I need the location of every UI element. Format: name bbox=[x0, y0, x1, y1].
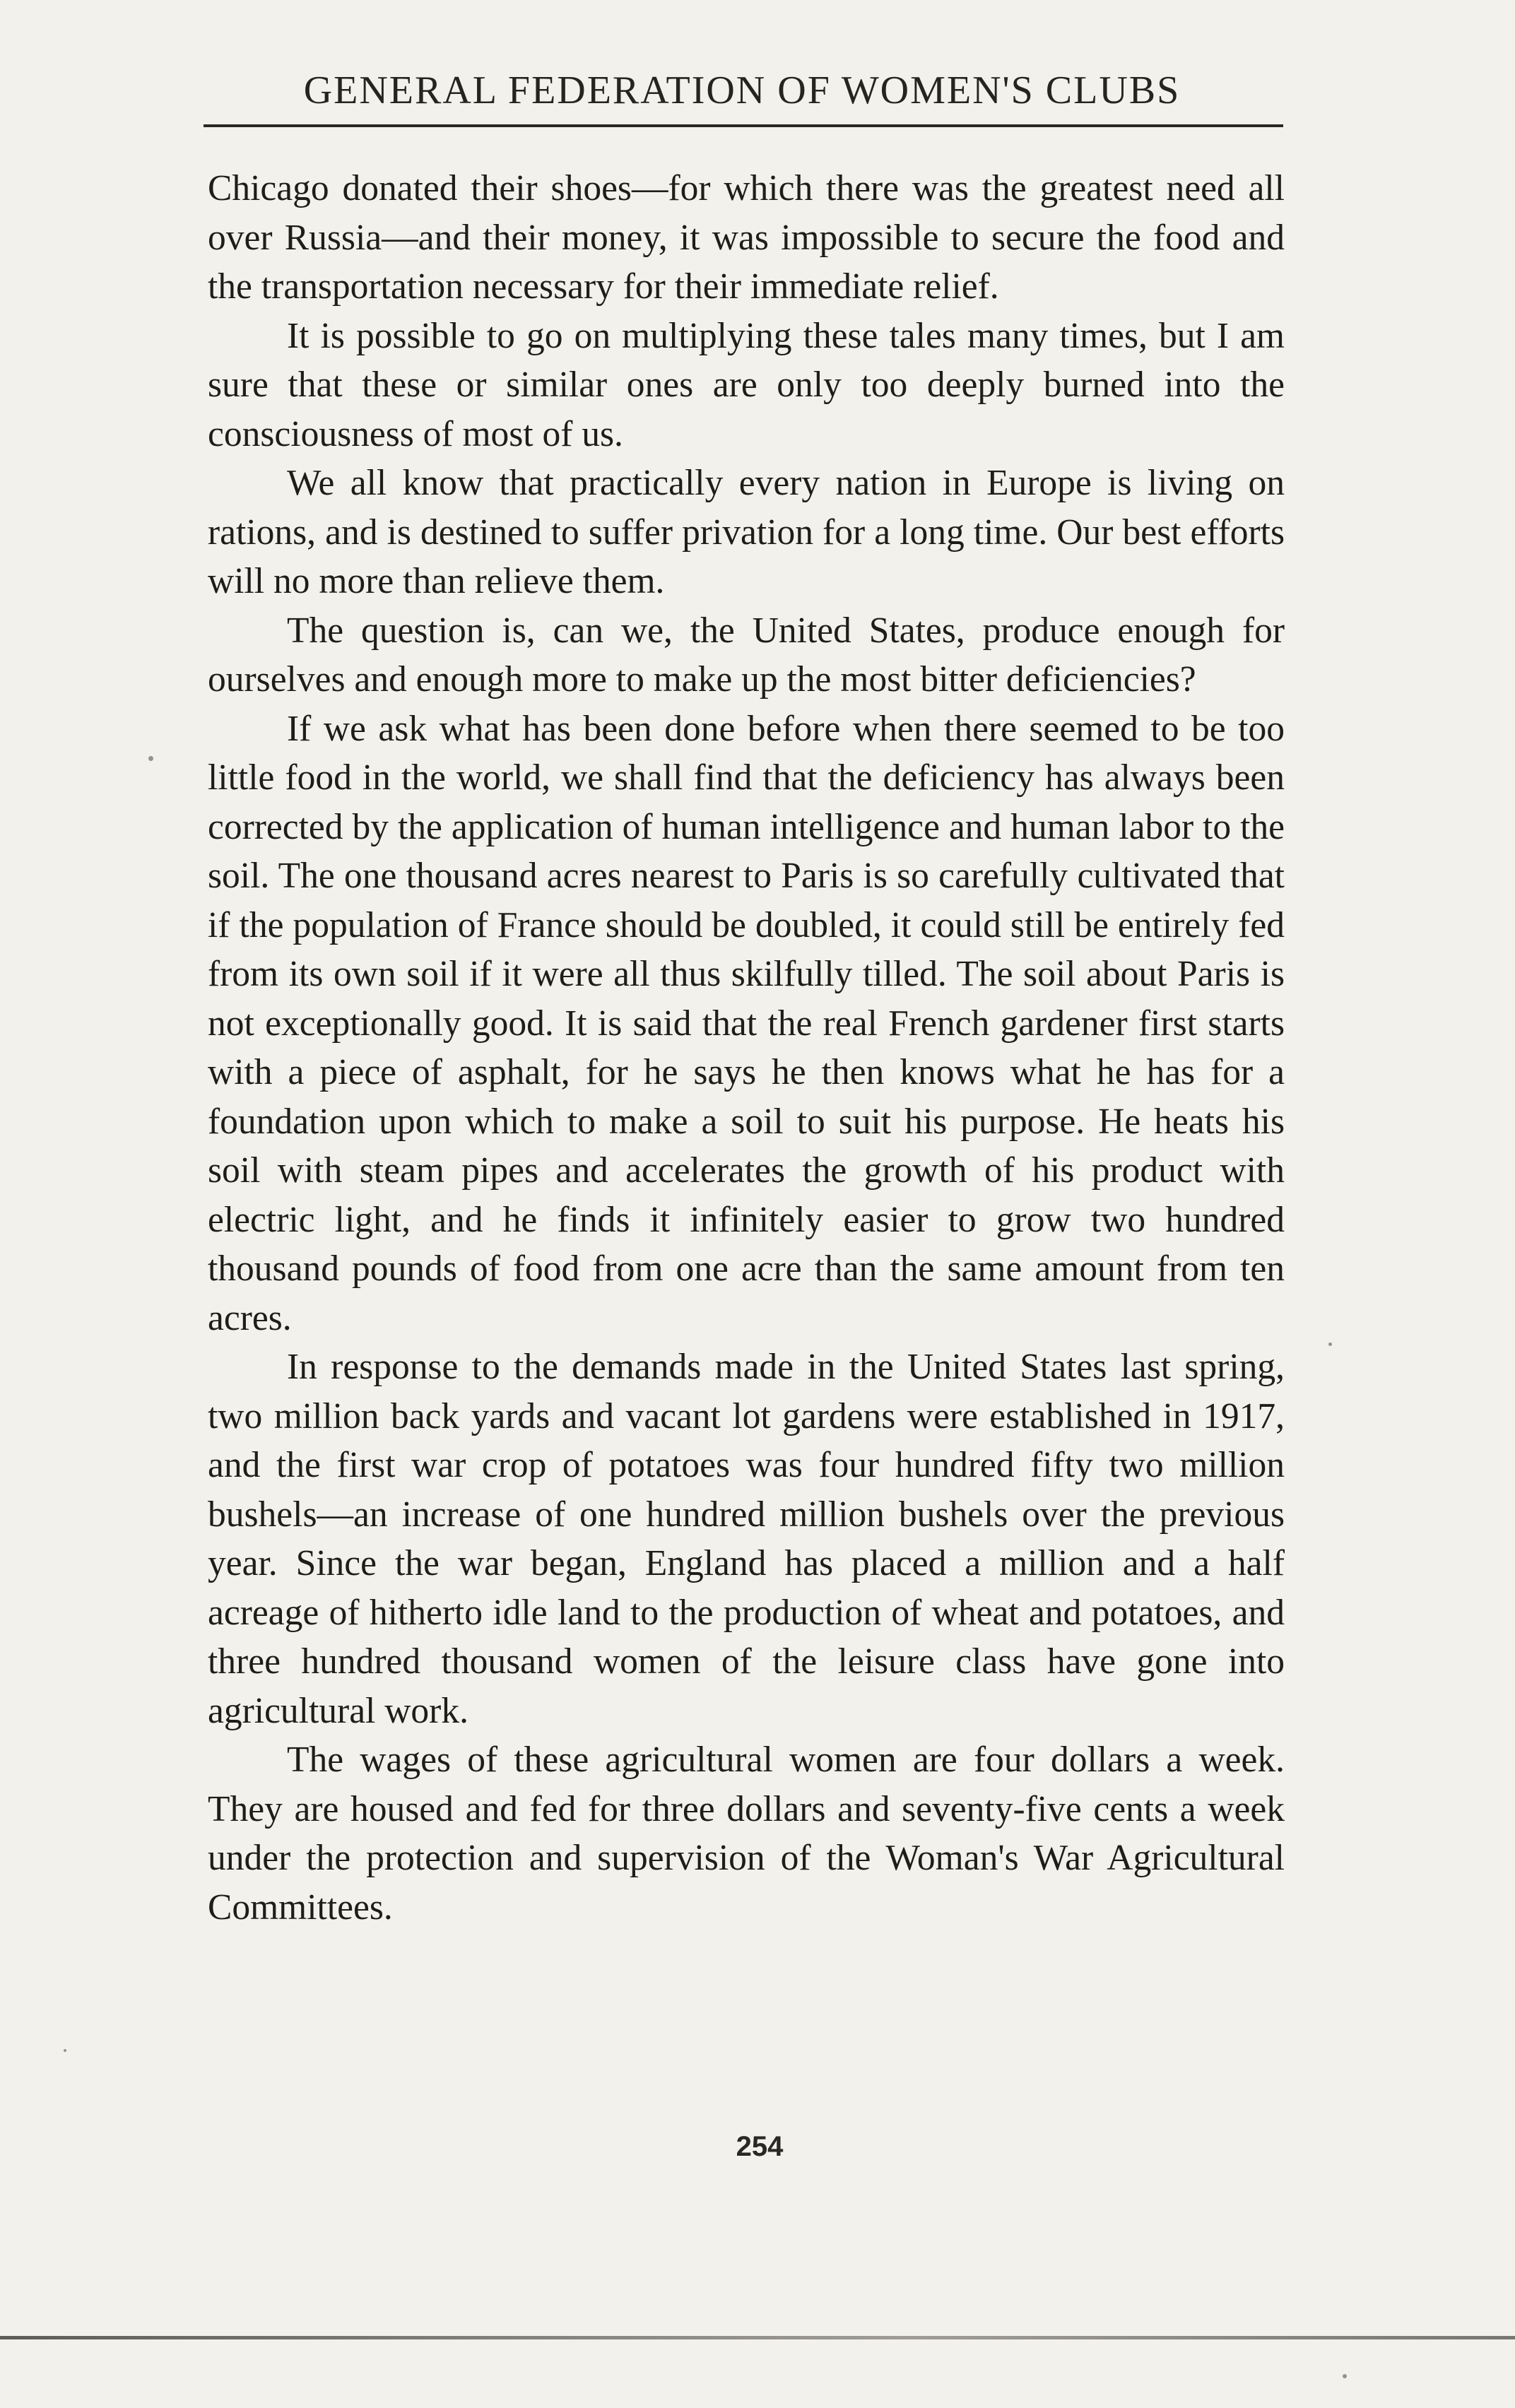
running-header: GENERAL FEDERATION OF WOMEN'S CLUBS bbox=[303, 69, 1181, 112]
paragraph-continuation: Chicago donated their shoes—for which there was the greatest need all over Russia—and their money, it was impossible to secure the food and the transportation necessary for their immediate relief. bbox=[208, 168, 1285, 307]
paragraph: The wages of these agricultural women are four dollars a week. They are housed and fed for three dollars and seventy-five cents a week under the protection and supervision of the Woman's War Agricultural Committees. bbox=[208, 1740, 1285, 1928]
paragraph: If we ask what has been done before when there seemed to be too little food in the world, we shall find that the deficiency has always been corrected by the application of human intelligence and human labor to the soil. The one thousand acres nearest to Paris is so carefully cultivated that if the population of France should be doubled, it could still be entirely fed from its own soil if it were all thus skilfully tilled. The soil about Paris is not exceptionally good. It is said that the real French gardener first starts with a piece of asphalt, for he says he then knows what he has for a foundation upon which to make a soil to suit his purpose. He heats his soil with steam pipes and accelerates the growth of his product with electric light, and he finds it infinitely easier to grow two hundred thousand pounds of food from one acre than the same amount from ten acres. bbox=[208, 708, 1285, 1338]
paragraph: It is possible to go on multiplying these tales many times, but I am sure that these or similar ones are only too deeply burned into the consciousness of most of us. bbox=[208, 315, 1285, 454]
paragraph: In response to the demands made in the United States last spring, two million back yards and vacant lot gardens were established in 1917, and the first war crop of potatoes was four hundred fifty two million bushels—an increase of one hundred million bushels over the previous year. Since the war began, England has placed a million and a half acreage of hitherto idle land to the production of wheat and potatoes, and three hundred thousand women of the leisure class have gone into agricultural work. bbox=[208, 1347, 1285, 1731]
body-text bbox=[208, 164, 1285, 1932]
scan-speck bbox=[1343, 2374, 1347, 2378]
header-rule bbox=[204, 124, 1283, 127]
scan-speck bbox=[1328, 1342, 1332, 1346]
paragraph: The question is, can we, the United States, produce enough for ourselves and enough more to make up the most bitter deficiencies? bbox=[208, 610, 1285, 700]
scan-speck bbox=[148, 756, 153, 761]
scan-speck bbox=[64, 2049, 66, 2052]
paragraph: We all know that practically every nation in Europe is living on rations, and is destined to suffer privation for a long time. Our best efforts will no more than relieve them. bbox=[208, 463, 1285, 601]
page-number: 254 bbox=[736, 2131, 784, 2162]
scan-bottom-edge bbox=[0, 2336, 1515, 2339]
